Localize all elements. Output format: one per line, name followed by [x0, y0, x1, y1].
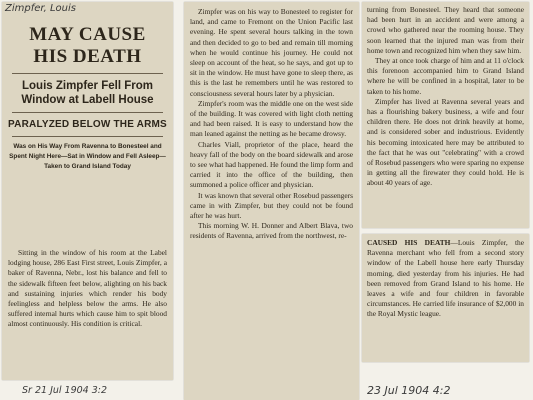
clipping-caused-his-death — [362, 234, 529, 362]
headline-line-2: HIS DEATH — [33, 46, 142, 67]
article-paragraph: Charles Viall, proprietor of the place, heard the heavy fall of the body on the board sidewalk and arose to see what had happened. He found the limp form and carried it into the office of the building, then summoned a police officer and physician. — [190, 139, 353, 190]
article-lead-paragraph: Sitting in the window of his room at the Label lodging house, 286 East First street, Louis Zimpfer, a baker of Ravenna, Nebr., lost his balance and fell to the sidewalk fifteen feet below, alighting on his back and sustaining injuries which render his body feelingless and helpless below the arms. He also suffered internal hurts which cause him to spit blood almost continuously. His condition is critical. — [8, 248, 167, 329]
article-paragraph: Zimpfer was on his way to Bonesteel to register for land, and came to Fremont on the Union Pacific last evening. He spent several hours talking in the town and then decided to go to bed and remain till morning when he would continue his journey. He could not sleep on account of the heat, so he says, and got up to sit in the window. He must have gone to sleep there, as this is the last he remembers until he was restored to consciousness several hours later by a physician. — [190, 7, 353, 98]
article-paragraph: This morning W. H. Donner and Albert Blava, two residents of Ravenna, arrived from the northwest, re- — [190, 221, 353, 241]
article-heading: CAUSED HIS DEATH — [367, 238, 451, 247]
article-body: —Louis Zimpfer, the Ravenna merchant who fell from a second story window of the Labell house here early Thursday morning, died yesterday from his injuries. He had been removed from Grand Island to his home. He leaves a wife and four children in favorable circumstances. He carried life insurance of $2,000 in the Royal Mystic league. — [367, 238, 524, 319]
article-paragraph: Zimpfer has lived at Ravenna several years and has a flourishing bakery business, a wife and four children there. He does not drink heavily at home, and is considered sober and industrious. Evidently his becoming intoxicated here may be attributed to the fact that he was out "celebrating" with a crowd of Rosebud passengers who were sparing no expense in getting all the firewater they could hold. He is about 40 years of age. — [367, 96, 525, 188]
clipping-may-cause-his-death — [2, 2, 173, 380]
article-paragraph: It was known that several other Rosebud passengers came in with Zimpfer, but they could not be found after he was hurt. — [190, 190, 353, 221]
headline-line-1: MAY CAUSE — [29, 24, 146, 45]
handwritten-name: Zimpfer, Louis — [5, 3, 76, 14]
handwritten-date-right: 23 Jul 1904 4:2 — [367, 384, 451, 397]
divider — [12, 112, 163, 113]
clipping-continuation-2 — [362, 2, 529, 228]
clipping-continuation-1 — [184, 2, 359, 400]
subheadline: Louis Zimpfer Fell From Window at Labell House — [21, 80, 154, 106]
divider — [12, 73, 163, 74]
handwritten-date-left: Sr 21 Jul 1904 3:2 — [22, 385, 108, 396]
summary-deck: Was on His Way From Ravenna to Bonesteel and Spent Night Here—Sat in Window and Fell Asleep—Taken to Grand Island Today — [9, 143, 166, 170]
article-paragraph: turning from Bonesteel. They heard that someone had been hurt in an accident and were among a crowd who gathered near the rooming house. They soon learned that the injured man was from their home town and recognized him when they saw him. — [367, 5, 524, 55]
divider — [12, 136, 163, 137]
subheadline-caps: PARALYZED BELOW THE ARMS — [8, 119, 167, 130]
article-paragraph: Zimpfer's room was the middle one on the west side of the building. It was covered with light cloth netting and had been raised. It is easy to understand how the man leaned against the netting as he became drowsy. — [190, 98, 353, 139]
article-paragraph: They at once took charge of him and at 11 o'clock this forenoon accompanied him to Grand Island where he will be confined in a hospital, later to be taken to his home. — [367, 56, 524, 96]
